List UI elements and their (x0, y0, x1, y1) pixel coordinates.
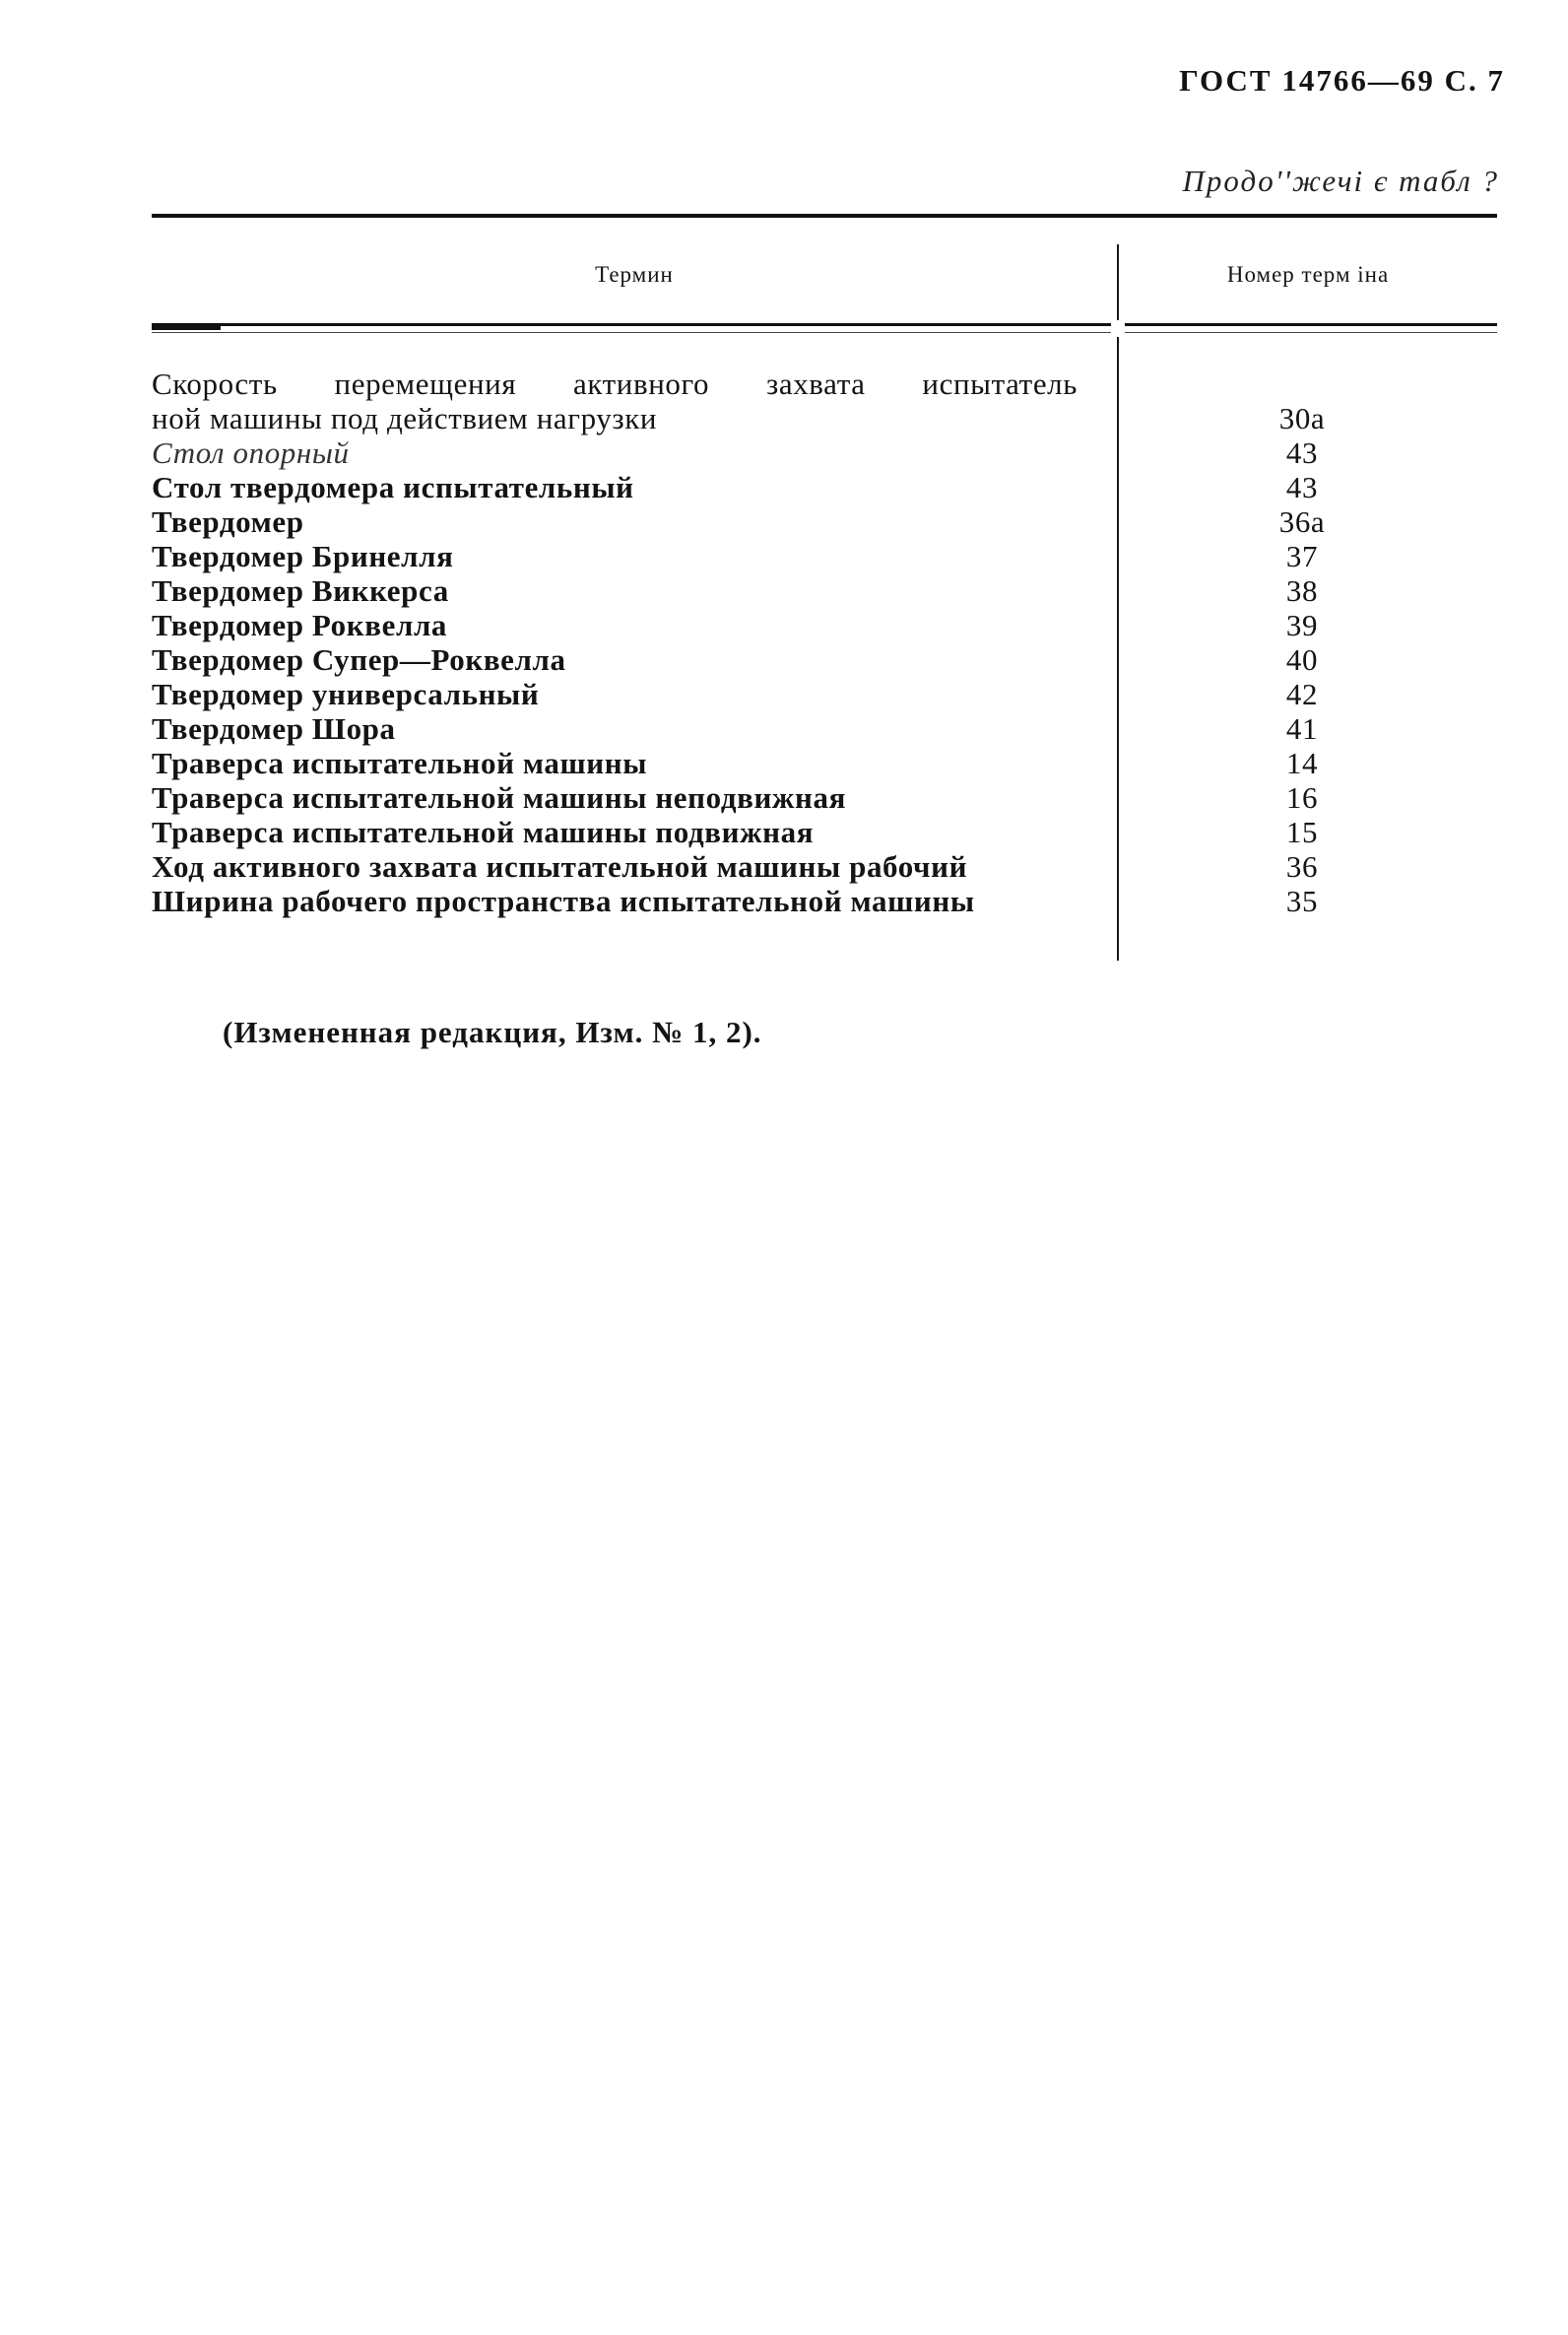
table-row (152, 367, 1497, 435)
table-row (152, 573, 1497, 608)
header-bottom-rule (152, 323, 1497, 326)
table-row (152, 815, 1497, 849)
table-row (152, 470, 1497, 504)
term-cell: Твердомер (152, 504, 304, 539)
column-header-term: Термин (595, 262, 674, 287)
document-reference: ГОСТ 14766—69 С. 7 (1179, 63, 1505, 98)
term-cell: Траверса испытательной машины (152, 746, 648, 780)
term-line: Скорость перемещения активного захвата испытатель (152, 367, 1078, 401)
term-cell: Траверса испытательной машины неподвижная (152, 780, 846, 815)
term-number-cell: 30а (1278, 401, 1326, 435)
terms-table-body (152, 367, 1497, 918)
term-number-cell: 36 (1285, 849, 1319, 884)
amendment-note: (Измененная редакция, Изм. № 1, 2). (223, 1015, 762, 1049)
term-cell: Твердомер универсальный (152, 677, 540, 711)
term-number-cell: 37 (1285, 539, 1319, 573)
term-number-cell: 16 (1285, 780, 1319, 815)
term-number-cell: 41 (1285, 711, 1319, 746)
term-cell: Стол твердомера испытательный (152, 470, 634, 504)
table-row (152, 849, 1497, 884)
term-cell: Твердомер Бринелля (152, 539, 454, 573)
table-row (152, 677, 1497, 711)
table-row (152, 539, 1497, 573)
table-row (152, 711, 1497, 746)
term-cell (152, 367, 1097, 435)
table-row (152, 884, 1497, 918)
table-row (152, 504, 1497, 539)
term-number-cell: 35 (1285, 884, 1319, 918)
term-line: ной машины под действием нагрузки (152, 401, 658, 435)
term-cell: Твердомер Шора (152, 711, 396, 746)
table-top-rule (152, 214, 1497, 218)
term-number-cell: 42 (1285, 677, 1319, 711)
term-number-cell: 39 (1285, 608, 1319, 642)
table-row (152, 746, 1497, 780)
column-divider-gap (1111, 320, 1125, 337)
term-number-cell: 40 (1285, 642, 1319, 677)
term-number-cell: 38 (1285, 573, 1319, 608)
term-cell: Твердомер Виккерса (152, 573, 449, 608)
header-rule-mark (152, 325, 221, 330)
term-cell: Ход активного захвата испытательной машины рабочий (152, 849, 968, 884)
table-row (152, 608, 1497, 642)
table-continuation-label: Продо''жечі є табл ? (1182, 164, 1499, 198)
term-number-cell: 36а (1278, 504, 1326, 539)
column-header-number: Номер терм іна (1226, 262, 1390, 287)
term-number-cell: 14 (1285, 746, 1319, 780)
table-row (152, 642, 1497, 677)
header-bottom-rule-thin (152, 332, 1497, 333)
term-cell: Ширина рабочего пространства испытательной машины (152, 884, 975, 918)
term-number-cell: 43 (1285, 435, 1319, 470)
table-row (152, 780, 1497, 815)
term-cell: Стол опорный (152, 435, 350, 470)
table-row (152, 435, 1497, 470)
term-cell: Твердомер Роквелла (152, 608, 448, 642)
term-cell: Твердомер Супер—Роквелла (152, 642, 566, 677)
term-number-cell: 15 (1285, 815, 1319, 849)
term-number-cell: 43 (1285, 470, 1319, 504)
term-cell: Траверса испытательной машины подвижная (152, 815, 815, 849)
